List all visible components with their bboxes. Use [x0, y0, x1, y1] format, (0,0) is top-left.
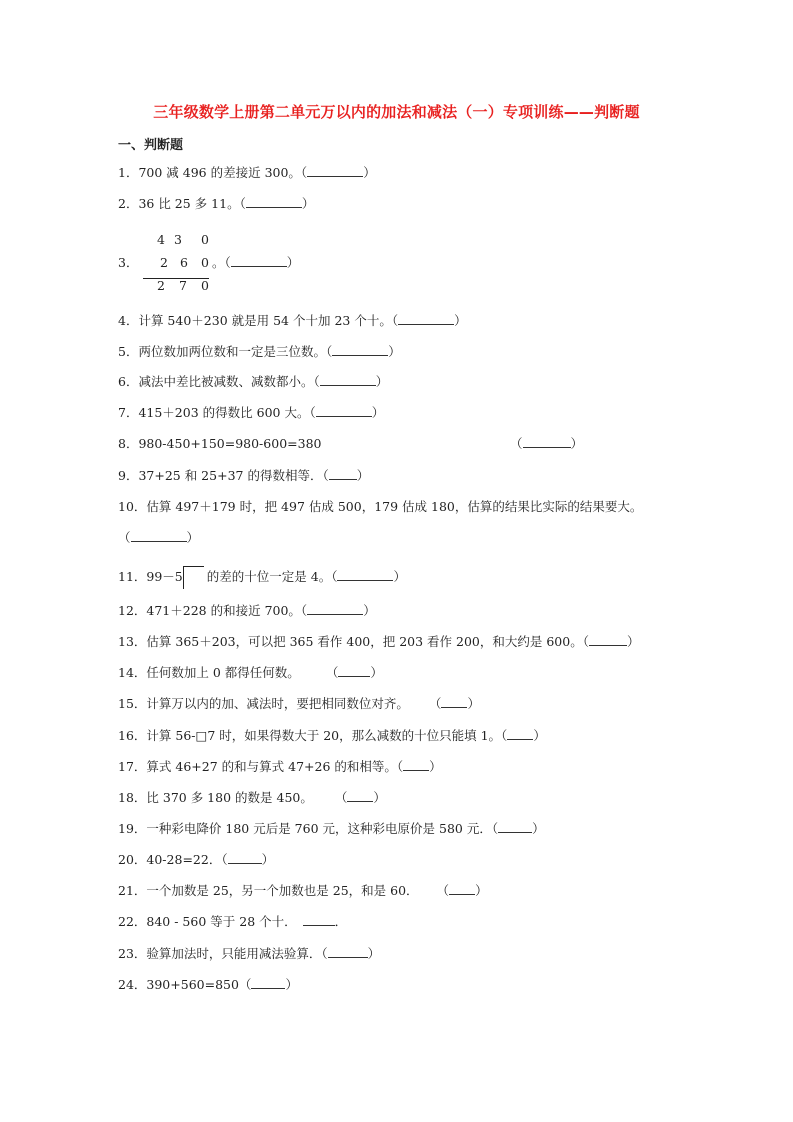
- answer-blank[interactable]: [507, 728, 533, 740]
- answer-blank[interactable]: [228, 852, 262, 864]
- answer-blank[interactable]: [332, 344, 388, 356]
- section-heading: 一、判断题: [118, 138, 184, 153]
- answer-blank[interactable]: [131, 530, 187, 542]
- question-18: 18．比 370 多 180 的数是 450。 （ ）: [118, 790, 386, 805]
- question-9: 9．37+25 和 25+37 的得数相等．（ ）: [118, 468, 370, 483]
- answer-blank[interactable]: [441, 696, 467, 708]
- answer-blank[interactable]: [523, 436, 571, 448]
- question-7: 7．415＋203 的得数比 600 大。（ ）: [118, 405, 385, 420]
- question-8-answer: （ ）: [510, 436, 584, 451]
- question-8: 8．980-450+150=980-600=380: [118, 436, 322, 451]
- answer-blank[interactable]: [316, 405, 372, 417]
- answer-blank[interactable]: [398, 313, 454, 325]
- answer-blank[interactable]: [403, 759, 429, 771]
- answer-blank[interactable]: [303, 914, 335, 926]
- question-2: 2．36 比 25 多 11。（ ）: [118, 196, 315, 211]
- answer-blank[interactable]: [307, 603, 363, 615]
- answer-blank[interactable]: [329, 468, 357, 480]
- answer-blank[interactable]: [251, 977, 285, 989]
- question-12: 12．471＋228 的和接近 700。（ ）: [118, 603, 376, 618]
- question-4: 4．计算 540＋230 就是用 54 个十加 23 个十。（ ）: [118, 313, 467, 328]
- question-22: 22．840 - 560 等于 28 个十． ．: [118, 914, 348, 929]
- answer-blank[interactable]: [589, 634, 627, 646]
- answer-blank[interactable]: [246, 196, 302, 208]
- digit-box[interactable]: [183, 566, 204, 589]
- question-20: 20．40-28=22．（ ）: [118, 852, 275, 867]
- answer-blank[interactable]: [320, 374, 376, 386]
- question-6: 6．减法中差比被减数、减数都小。（ ）: [118, 374, 389, 389]
- answer-blank[interactable]: [231, 255, 287, 267]
- question-19: 19．一种彩电降价 180 元后是 760 元，这种彩电原价是 580 元．（ ）: [118, 821, 545, 836]
- question-1: 1．700 减 496 的差接近 300。（ ）: [118, 165, 376, 180]
- question-16: 16．计算 56-□7 时，如果得数大于 20，那么减数的十位只能填 1。（ ）: [118, 728, 546, 743]
- question-3-answer: 。（ ）: [212, 255, 300, 270]
- answer-blank[interactable]: [337, 569, 393, 581]
- question-3: 3．: [118, 255, 139, 270]
- question-24: 24．390+560=850（ ）: [118, 977, 298, 992]
- question-5: 5．两位数加两位数和一定是三位数。（ ）: [118, 344, 401, 359]
- question-10-answer: （ ）: [118, 530, 200, 545]
- question-21: 21．一个加数是 25，另一个加数也是 25，和是 60． （ ）: [118, 883, 488, 898]
- answer-blank[interactable]: [328, 946, 368, 958]
- question-15: 15．计算万以内的加、减法时，要把相同数位对齐。 （ ）: [118, 696, 480, 711]
- answer-blank[interactable]: [498, 821, 532, 833]
- answer-blank[interactable]: [338, 665, 370, 677]
- answer-blank[interactable]: [307, 165, 363, 177]
- question-23: 23．验算加法时，只能用减法验算．（ ）: [118, 946, 381, 961]
- question-13: 13．估算 365＋203，可以把 365 看作 400，把 203 看作 200，和大约是 600。（ ）: [118, 634, 640, 649]
- question-17: 17．算式 46+27 的和与算式 47+26 的和相等。（ ）: [118, 759, 442, 774]
- question-11: 11．99－5 的差的十位一定是 4。（ ）: [118, 566, 406, 589]
- answer-blank[interactable]: [347, 790, 373, 802]
- question-14: 14．任何数加上 0 都得任何数。 （ ）: [118, 665, 383, 680]
- question-10: 10．估算 497＋179 时，把 497 估成 500，179 估成 180，估算的结果比实际的结果要大。: [118, 499, 643, 514]
- answer-blank[interactable]: [449, 883, 475, 895]
- document-title: 三年级数学上册第二单元万以内的加法和减法（一）专项训练——判断题: [153, 103, 640, 121]
